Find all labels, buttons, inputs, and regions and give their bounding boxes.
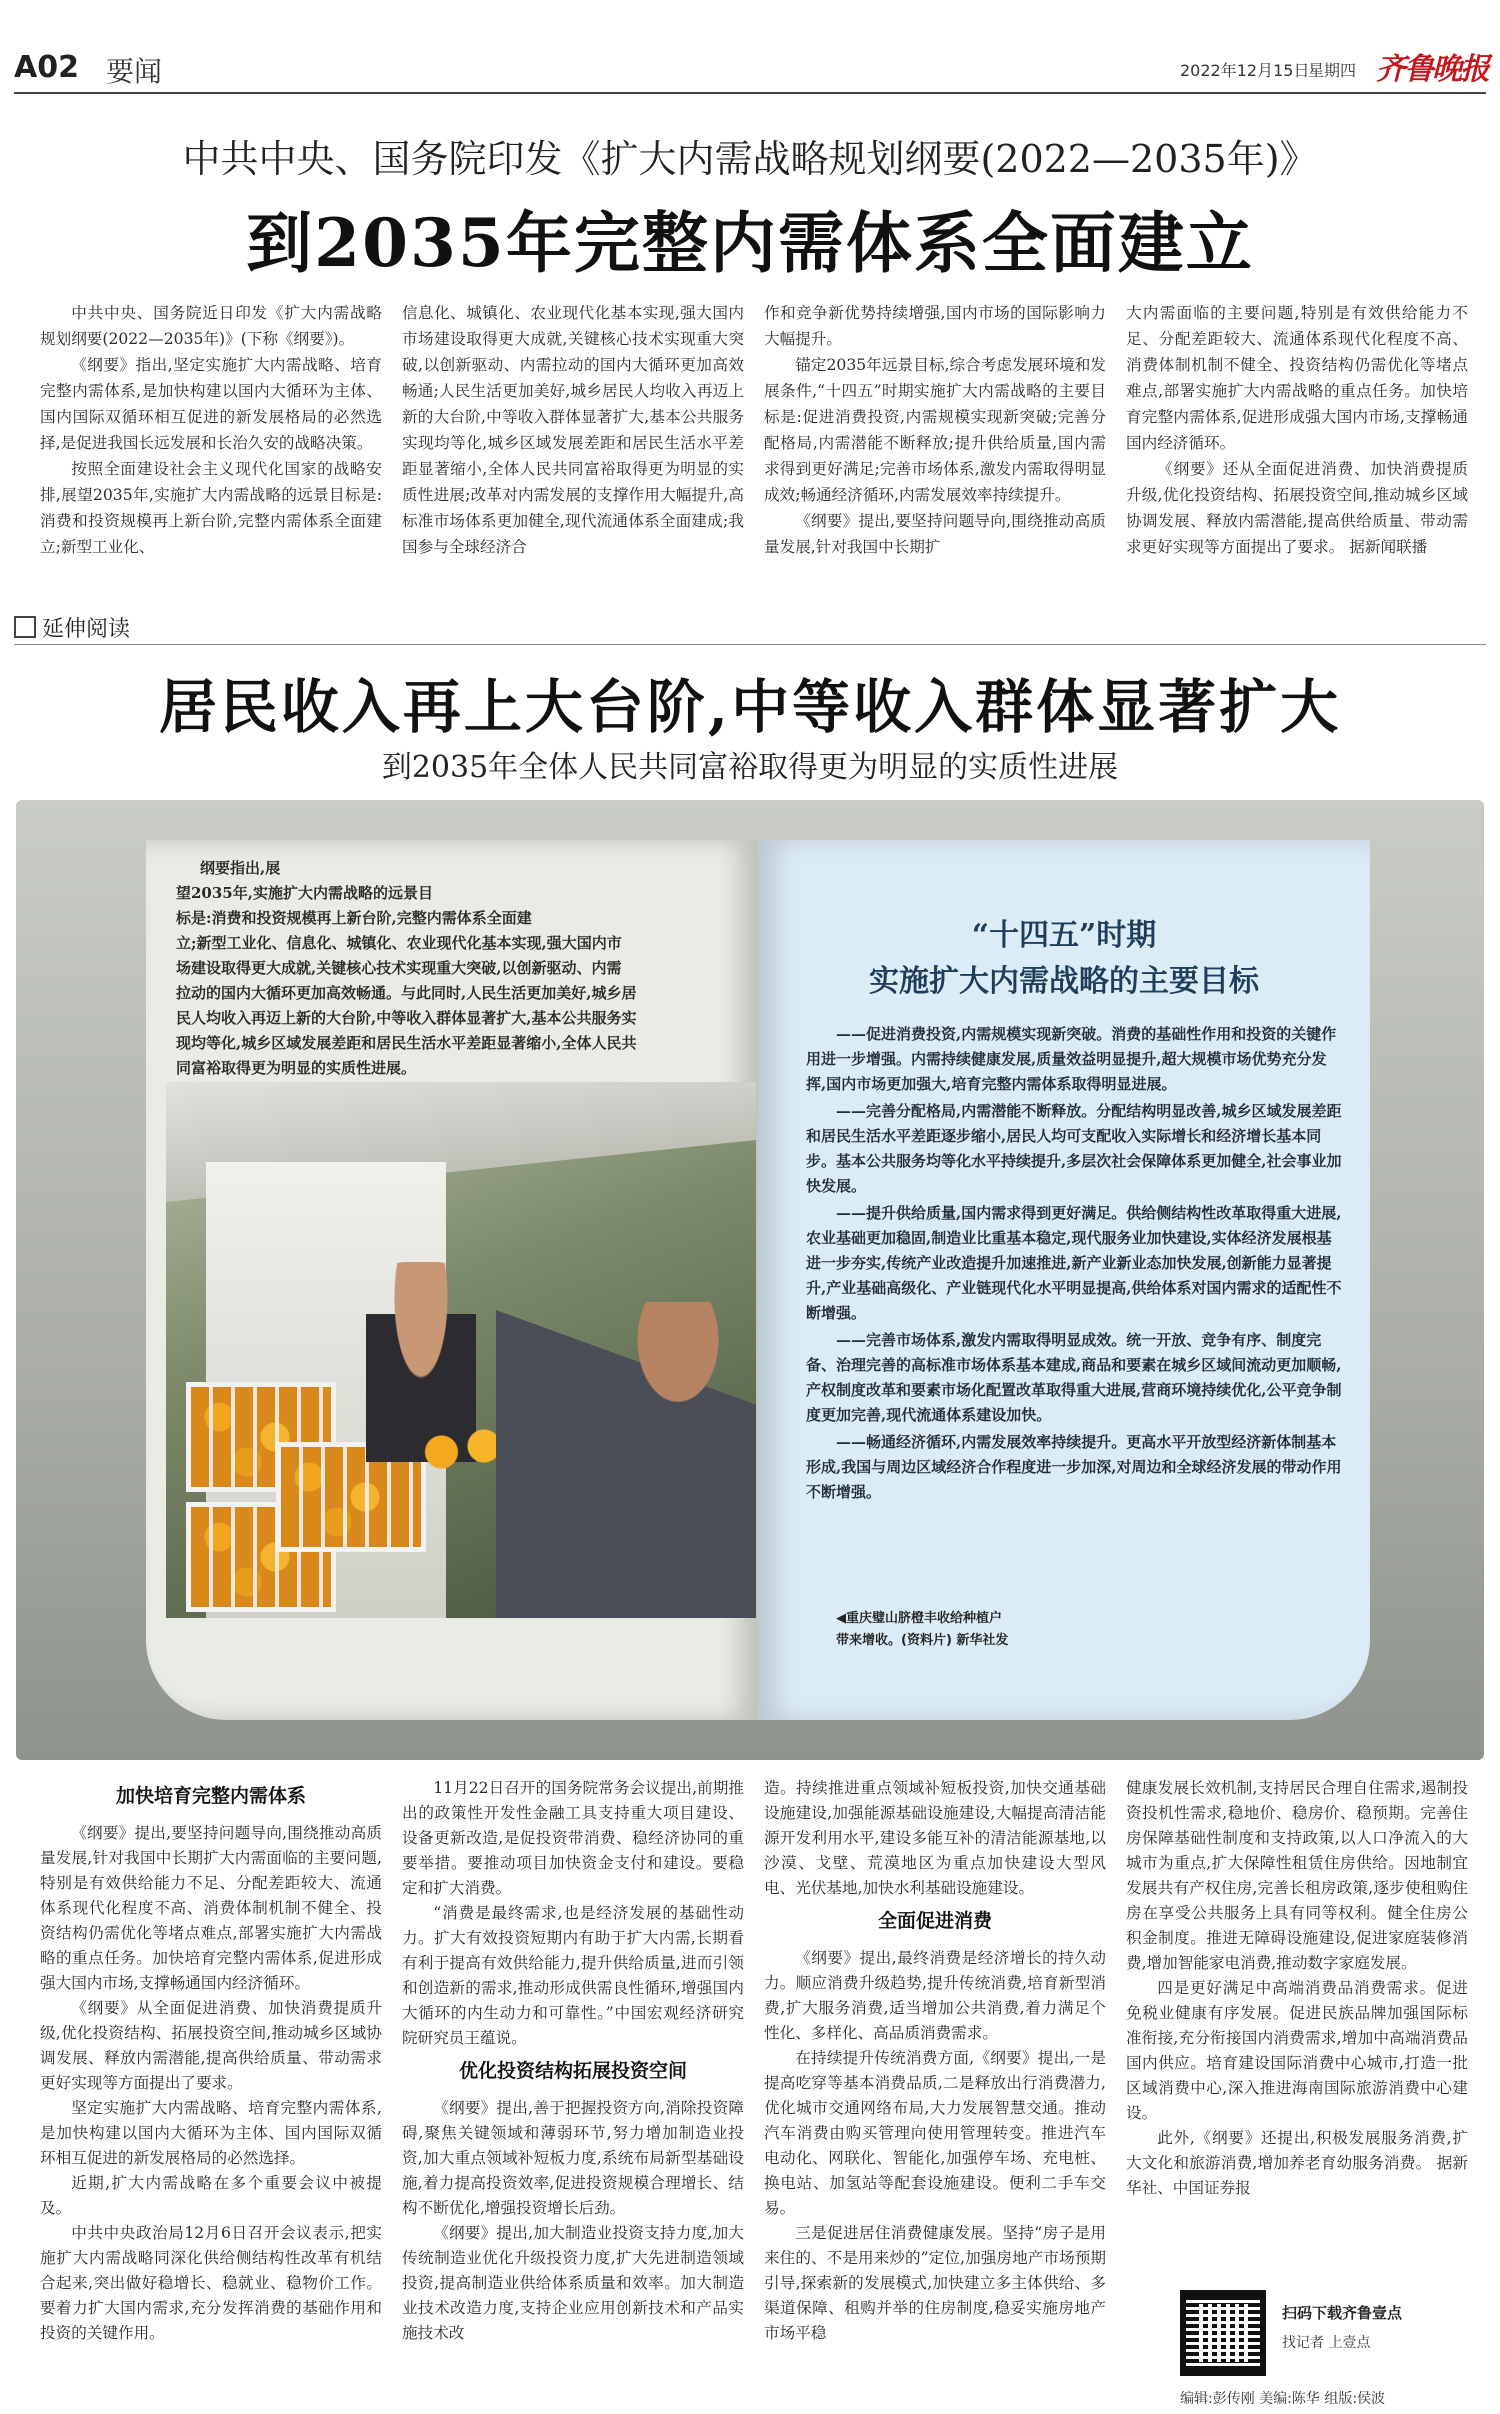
- paragraph: 按照全面建设社会主义现代化国家的战略安排,展望2035年,实施扩大内需战略的远景目标是:消费和投资规模再上新台阶,完整内需体系全面建立;新型工业化、: [40, 460, 382, 556]
- caption-line: ◀重庆璧山脐橙丰收给种植户: [836, 1611, 1002, 1626]
- lower-article: [40, 1776, 1472, 2342]
- goals-list: [806, 1022, 1342, 1507]
- left-page-text: [176, 856, 736, 1081]
- text-line: 民人均收入再迈上新的大台阶,中等收入群体显著扩大,基本公共服务实: [176, 1009, 637, 1027]
- qr-download-label: 扫码下载齐鲁壹点: [1282, 2304, 1403, 2322]
- paragraph: 大内需面临的主要问题,特别是有效供给能力不足、分配差距较大、流通体系现代化程度不高、消费体制机制不健全、投资结构仍需优化等堵点难点,部署实施扩大内需战略的重点任务。加快培育完整内需体系,促进形成强大国内市场,支撑畅通国内经济循环。: [1126, 304, 1468, 452]
- issue-date: 2022年12月15日: [1180, 61, 1310, 80]
- book-graphic: [16, 800, 1484, 1760]
- goal-item: ——促进消费投资,内需规模实现新突破。消费的基础性作用和投资的关键作用进一步增强。内需持续健康发展,质量效益明显提升,超大规模市场优势充分发挥,国内市场更加强大,培育完整内需体系取得明显进展。: [806, 1025, 1337, 1093]
- photo-caption: [836, 1608, 1076, 1652]
- paragraph: 《纲要》提出,要坚持问题导向,围绕推动高质量发展,针对我国中长期扩: [764, 512, 1106, 556]
- lower-column-3: [764, 1776, 1106, 2346]
- lower-column-2: [402, 1776, 744, 2346]
- page-number: A02: [14, 50, 79, 85]
- text-line: 拉动的国内大循环更加高效畅通。与此同时,人民生活更加美好,城乡居: [176, 984, 637, 1002]
- paragraph: 《纲要》提出,最终消费是经济增长的持久动力。顺应消费升级趋势,提升传统消费,培育新型消费,扩大服务消费,适当增加公共消费,着力满足个性化、多样化、高品质消费需求。: [764, 1949, 1106, 2042]
- paragraph: 造。持续推进重点领域补短板投资,加快交通基础设施建设,加强能源基础设施建设,大幅提高清洁能源开发利用水平,建设多能互补的清洁能源基地,以沙漠、戈壁、荒漠地区为重点加快建设大型风电、光伏基地,加快水利基础设施建设。: [764, 1779, 1106, 1897]
- goal-item: ——完善分配格局,内需潜能不断释放。分配结构明显改善,城乡区域发展差距和居民生活水平差距逐步缩小,居民人均可支配收入实际增长和经济增长基本同步。基本公共服务均等化水平持续提升,多层次社会保障体系更加健全,社会事业加快发展。: [806, 1102, 1342, 1195]
- paragraph: 11月22日召开的国务院常务会议提出,前期推出的政策性开发性金融工具支持重大项目建设、设备更新改造,是促投资带消费、稳经济协同的重要举措。要推动项目加快资金支付和建设。要稳定和扩大消费。: [402, 1779, 744, 1897]
- paragraph: 《纲要》提出,善于把握投资方向,消除投资障碍,聚焦关键领域和薄弱环节,努力增加制造业投资,加大重点领域补短板力度,系统布局新型基础设施,着力提高投资效率,促进投资规模合理增长、结构不断优化,增强投资增长后劲。: [402, 2099, 744, 2217]
- orange-harvest-photo: [166, 1082, 756, 1618]
- paragraph: 近期,扩大内需战略在多个重要会议中被提及。: [40, 2174, 382, 2217]
- paragraph: 在持续提升传统消费方面,《纲要》提出,一是提高吃穿等基本消费品质,二是释放出行消费潜力,优化城市交通网络布局,大力发展智慧交通。推动汽车消费由购买管理向使用管理转变。推进汽车电动化、网联化、智能化,加强停车场、充电桩、换电站、加氢站等配套设施建设。便利二手车交易。: [764, 2049, 1106, 2217]
- lower-column-1: [40, 1776, 382, 2346]
- worker-figure: [496, 1302, 756, 1618]
- newspaper-logo: 齐鲁晚报: [1376, 52, 1488, 87]
- paragraph: 信息化、城镇化、农业现代化基本实现,强大国内市场建设取得更大成就,关键核心技术实现重大突破,以创新驱动、内需拉动的国内大循环更加高效畅通;人民生活更加美好,城乡居民人均收入再迈上新的大台阶,中等收入群体显著扩大,基本公共服务实现均等化,城乡区域发展差距和居民生活水平差距显著缩小,全体人民共同富裕取得更为明显的实质性进展;改革对内需发展的支撑作用大幅提升,高标准市场体系更加健全,现代流通体系全面建成;我国参与全球经济合: [402, 304, 744, 556]
- lead-column-3: [764, 300, 1106, 560]
- goal-item: ——提升供给质量,国内需求得到更好满足。供给侧结构性改革取得重大进展,农业基础更加稳固,制造业比重基本稳定,现代服务业加快建设,实体经济发展根基进一步夯实,传统产业改造提升加速推进,新产业新业态加快发展,创新能力显著提升,产业基础高级化、产业链现代化水平明显提高,供给体系对国内需求的适配性不断增强。: [806, 1204, 1342, 1322]
- goal-item: ——完善市场体系,激发内需取得明显成效。统一开放、竞争有序、制度完备、治理完善的高标准市场体系基本建成,商品和要素在城乡区域间流动更加顺畅,产权制度改革和要素市场化配置改革取得重大进展,营商环境持续优化,公平竞争制度更加完善,现代流通体系建设加快。: [806, 1331, 1342, 1424]
- qr-code-icon[interactable]: [1180, 2290, 1266, 2376]
- paragraph: 《纲要》还从全面促进消费、加快消费提质升级,优化投资结构、拓展投资空间,推动城乡区域协调发展、释放内需潜能,提高供给质量、带动需求更好实现等方面提出了要求。 据新闻联播: [1126, 460, 1468, 556]
- paragraph: 《纲要》指出,坚定实施扩大内需战略、培育完整内需体系,是加快构建以国内大循环为主体、国内国际双循环相互促进的新发展格局的必然选择,是促进我国长远发展和长治久安的战略决策。: [40, 356, 382, 452]
- paragraph: 三是促进居住消费健康发展。坚持“房子是用来住的、不是用来炒的”定位,加强房地产市场预期引导,探索新的发展模式,加快建立多主体供给、多渠道保障、租购并举的住房制度,稳妥实施房地产市场平稳: [764, 2224, 1106, 2342]
- paragraph: 锚定2035年远景目标,综合考虑发展环境和发展条件,“十四五”时期实施扩大内需战略的主要目标是:促进消费投资,内需规模实现新突破;完善分配格局,内需潜能不断释放;提升供给质量,国内需求得到更好满足;完善市场体系,激发内需取得明显成效;畅通经济循环,内需发展效率持续提升。: [764, 356, 1106, 504]
- masthead: [0, 0, 1500, 92]
- section-name: 要闻: [106, 55, 163, 88]
- paragraph: 《纲要》提出,要坚持问题导向,围绕推动高质量发展,针对我国中长期扩大内需面临的主要问题,特别是有效供给能力不足、分配差距较大、流通体系现代化程度不高、消费体制机制不健全、投资结构仍需优化等堵点难点,部署实施扩大内需战略的重点任务。加快培育完整内需体系,促进形成强大国内市场,支撑畅通国内经济循环。: [40, 1824, 382, 1992]
- text-line: 场建设取得更大成就,关键核心技术实现重大突破,以创新驱动、内需: [176, 959, 622, 977]
- paragraph: 此外,《纲要》还提出,积极发展服务消费,扩大文化和旅游消费,增加养老育幼服务消费。 据新华社、中国证券报: [1126, 2129, 1468, 2197]
- lead-article: [40, 300, 1472, 600]
- paragraph: 中共中央、国务院近日印发《扩大内需战略规划纲要(2022—2035年)》(下称《纲要》)。: [40, 304, 382, 348]
- extended-reading-icon: [14, 616, 36, 638]
- caption-line: 带来增收。(资料片) 新华社发: [836, 1633, 1009, 1648]
- subheading: 全面促进消费: [877, 1910, 992, 1932]
- paragraph: 健康发展长效机制,支持居民合理自住需求,遏制投资投机性需求,稳地价、稳房价、稳预期。完善住房保障基础性制度和支持政策,以人口净流入的大城市为重点,扩大保障性租赁住房供给。因地制宜发展共有产权住房,完善长租房政策,逐步使租购住房在享受公共服务上具有同等权利。健全住房公积金制度。推进无障碍设施建设,促进家庭装修消费,增加智能家电消费,推动数字家庭发展。: [1126, 1779, 1468, 1972]
- lead-kicker: 中共中央、国务院印发《扩大内需战略规划纲要(2022—2035年)》: [182, 137, 1318, 181]
- text-line: 立;新型工业化、信息化、城镇化、农业现代化基本实现,强大国内市: [176, 934, 622, 952]
- subheading: 加快培育完整内需体系: [115, 1785, 306, 1807]
- right-page-subtitle: 实施扩大内需战略的主要目标: [869, 964, 1259, 999]
- extended-headline: 居民收入再上大台阶,中等收入群体显著扩大: [158, 673, 1342, 741]
- right-page-title: “十四五”时期: [971, 918, 1157, 953]
- masthead-rule: [14, 92, 1486, 94]
- text-line: 纲要指出,展: [200, 859, 281, 877]
- goal-item: ——畅通经济循环,内需发展效率持续提升。更高水平开放型经济新体制基本形成,我国与周边区域经济合作程度进一步加深,对周边和全球经济发展的带动作用不断增强。: [806, 1433, 1342, 1501]
- issue-weekday: 星期四: [1308, 61, 1357, 80]
- lead-column-2: [402, 300, 744, 560]
- paragraph: 作和竞争新优势持续增强,国内市场的国际影响力大幅提升。: [764, 304, 1106, 348]
- text-line: 标是:消费和投资规模再上新台阶,完整内需体系全面建: [176, 909, 532, 927]
- paragraph: 中共中央政治局12月6日召开会议表示,把实施扩大内需战略同深化供给侧结构性改革有机结合起来,突出做好稳增长、稳就业、稳物价工作。要着力扩大国内需求,充分发挥消费的基础作用和投资的关键作用。: [40, 2224, 382, 2342]
- subheading: 优化投资结构拓展投资空间: [458, 2060, 687, 2082]
- text-line: 望2035年,实施扩大内需战略的远景目: [176, 884, 433, 902]
- lead-column-4: [1126, 300, 1468, 560]
- extended-reading-label: 延伸阅读: [42, 617, 131, 642]
- lower-column-4: [1126, 1776, 1468, 2201]
- paragraph: 《纲要》从全面促进消费、加快消费提质升级,优化投资结构、拓展投资空间,推动城乡区域协调发展、释放内需潜能,提高供给质量、带动需求更好实现等方面提出了要求。: [40, 1999, 382, 2092]
- text-line: 同富裕取得更为明显的实质性进展。: [176, 1059, 417, 1077]
- editor-credits: 编辑:彭传刚 美编:陈华 组版:侯波: [1180, 2391, 1386, 2407]
- extended-deck: 到2035年全体人民共同富裕取得更为明显的实质性进展: [381, 750, 1119, 785]
- paragraph: 四是更好满足中高端消费品消费需求。促进免税业健康有序发展。促进民族品牌加强国际标准衔接,充分衔接国内消费需求,增加中高端消费品国内供应。培育建设国际消费中心城市,打造一批区域消费中心,深入推进海南国际旅游消费中心建设。: [1126, 1979, 1468, 2122]
- text-line: 现均等化,城乡区域发展差距和居民生活水平差距显著缩小,全体人民共: [176, 1034, 637, 1052]
- paragraph: 《纲要》提出,加大制造业投资支持力度,加大传统制造业优化升级投资力度,扩大先进制造领域投资,提高制造业供给体系质量和效率。加大制造业技术改造力度,支持企业应用创新技术和产品实施技术改: [402, 2224, 744, 2342]
- qr-slogan: 找记者 上壹点: [1282, 2335, 1371, 2351]
- lead-headline: 到2035年完整内需体系全面建立: [246, 204, 1254, 282]
- paragraph: “消费是最终需求,也是经济发展的基础性动力。扩大有效投资短期内有助于扩大内需,长期看有利于提高有效供给能力,提升供给质量,进而引领和创造新的需求,推动形成供需良性循环,增强国内大循环的内生动力和可靠性。”中国宏观经济研究院研究员王蕴说。: [402, 1904, 744, 2047]
- paragraph: 坚定实施扩大内需战略、培育完整内需体系,是加快构建以国内大循环为主体、国内国际双循环相互促进的新发展格局的必然选择。: [40, 2099, 382, 2167]
- lead-column-1: [40, 300, 382, 560]
- section-divider: [14, 644, 1486, 645]
